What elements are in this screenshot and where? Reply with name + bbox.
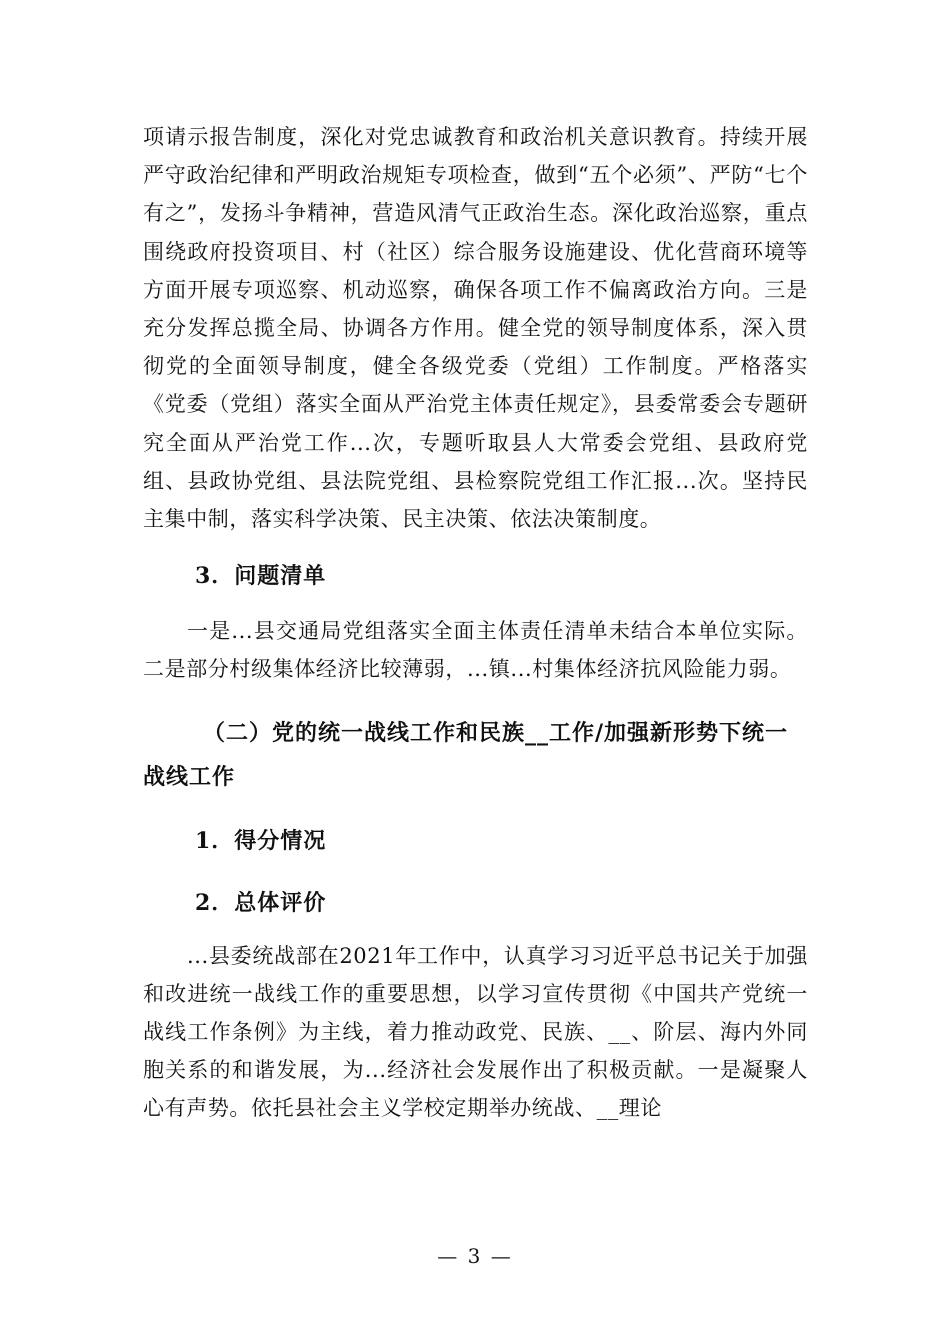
document-body (143, 118, 808, 1128)
body-paragraph-evaluation: ...县委统战部在2021年工作中，认真学习习近平总书记关于加强和改进统一战线工作的重要思想，以学习宣传贯彻《中国共产党统一战线工作条例》为主线，着力推动政党、民族、__、阶层、海内外同胞关系的和谐发展，为...经济社会发展作出了积极贡献。一是凝聚人心有声势。依托县社会主义学校定期举办统战、__理论 (143, 943, 808, 1121)
page-number: — 3 — (437, 1244, 513, 1268)
heading-problem-list: 3．问题清单 (195, 563, 327, 590)
heading-score: 1．得分情况 (195, 827, 327, 854)
heading-overall-evaluation: 2．总体评价 (195, 889, 327, 916)
section-heading-united-front: （二）党的统一战线工作和民族__工作/加强新形势下统一战线工作 (143, 719, 789, 790)
body-paragraph-party-leadership: 项请示报告制度，深化对党忠诚教育和政治机关意识教育。持续开展严守政治纪律和严明政治规矩专项检查，做到“五个必须”、严防“七个有之”，发扬斗争精神，营造风清气正政治生态。深化政治巡察，重点围绕政府投资项目、村（社区）综合服务设施建设、优化营商环境等方面开展专项巡察、机动巡察，确保各项工作不偏离政治方向。三是充分发挥总揽全局、协调各方作用。健全党的领导制度体系，深入贯彻党的全面领导制度，健全各级党委（党组）工作制度。严格落实《党委（党组）落实全面从严治党主体责任规定》，县委常委会专题研究全面从严治党工作...次，专题听取县人大常委会党组、县政府党组、县政协党组、县法院党组、县检察院党组工作汇报...次。坚持民主集中制，落实科学决策、民主决策、依法决策制度。 (143, 125, 808, 532)
body-paragraph-problems: 一是...县交通局党组落实全面主体责任清单未结合本单位实际。二是部分村级集体经济比较薄弱，...镇...村集体经济抗风险能力弱。 (143, 619, 808, 682)
